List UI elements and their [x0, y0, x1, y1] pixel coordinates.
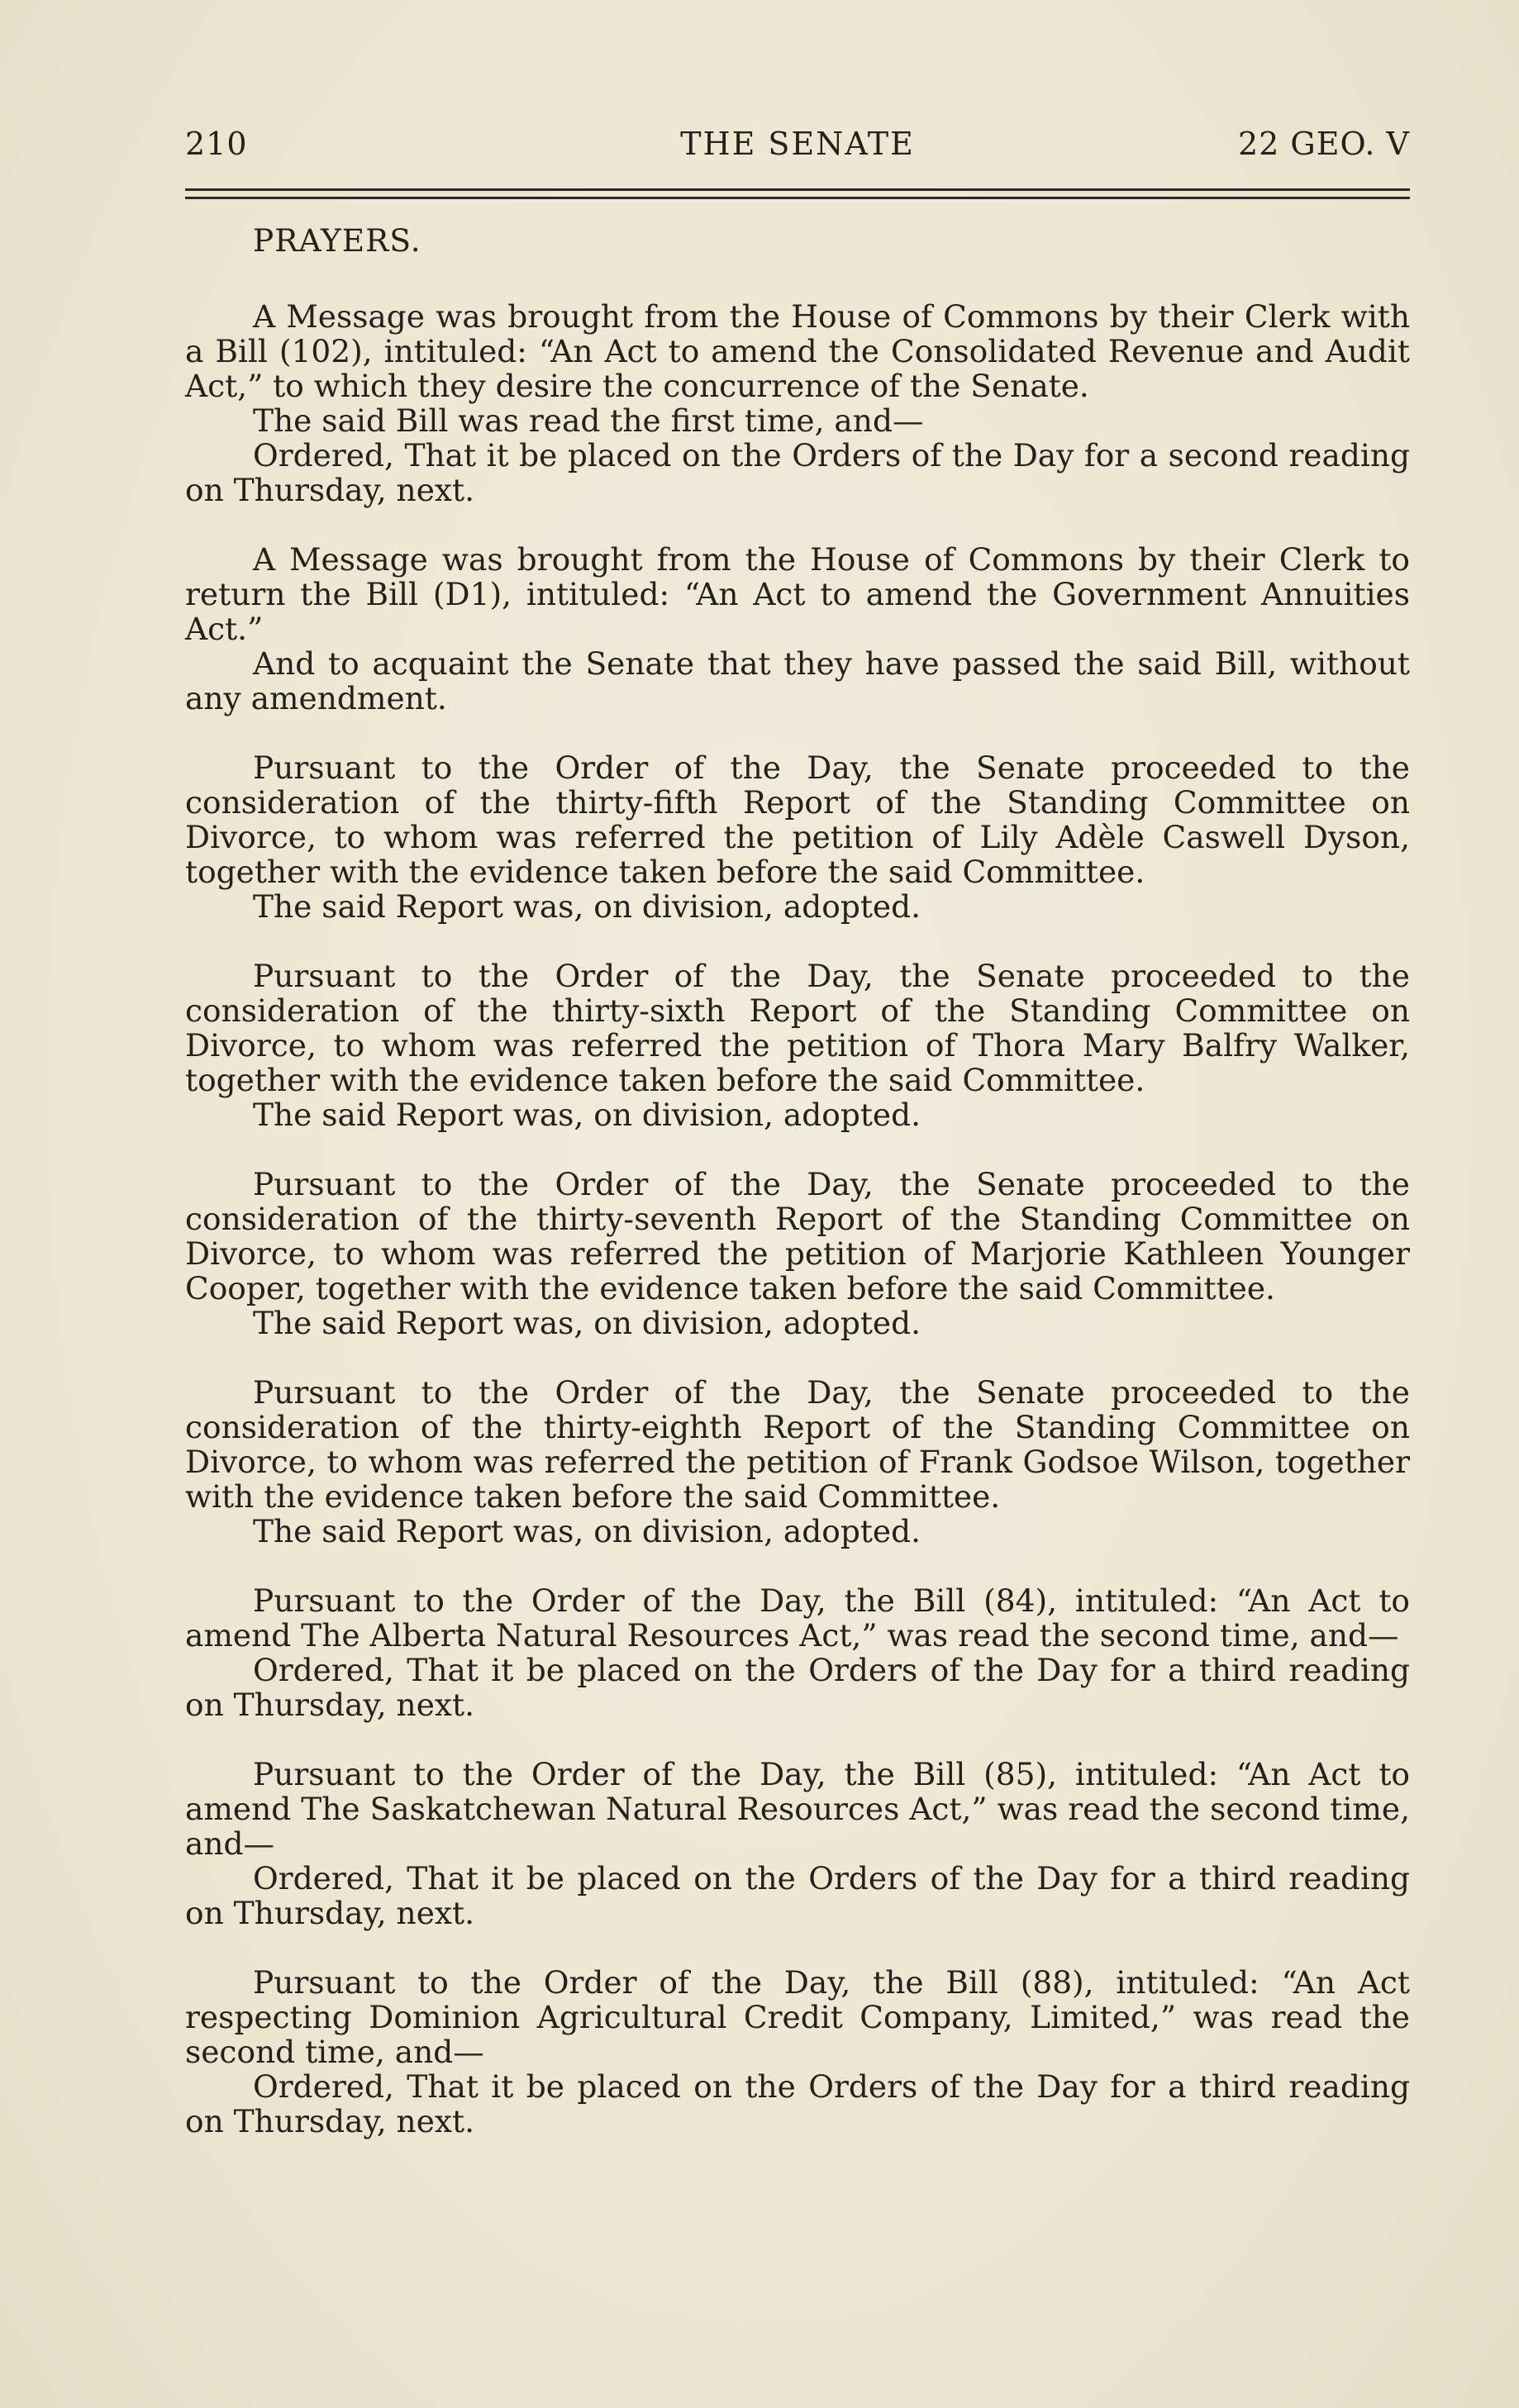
paragraph: Pursuant to the Order of the Day, the Senate proceeded to the consideration of the thirty-fifth Report of the Standing Committee on Divorce, to whom was referred the petition of Lily Adèle Caswell Dyson, together with the evidence taken before the said Committee.	[185, 750, 1410, 890]
paragraph: The said Report was, on division, adopted.	[253, 1097, 921, 1133]
paragraph: The said Report was, on division, adopted.	[253, 1513, 921, 1549]
paragraph: The said Bill was read the first time, and—	[253, 402, 924, 439]
page-number: 210	[185, 126, 248, 162]
section-report-36	[185, 959, 1410, 1132]
paragraph: A Message was brought from the House of Commons by their Clerk with a Bill (102), intituled: “An Act to amend the Consolidated Revenue and Audit Act,” to which they desire the concurrence of the Senate.	[185, 298, 1410, 404]
paragraph: The said Report was, on division, adopted.	[253, 1305, 921, 1341]
section-message-bill-d1	[185, 542, 1410, 716]
header-rule-bottom	[185, 197, 1410, 199]
running-title: THE SENATE	[680, 126, 915, 162]
paragraph: Ordered, That it be placed on the Orders of the Day for a second reading on Thursday, next.	[185, 437, 1410, 508]
section-bill-85	[185, 1757, 1410, 1930]
regnal-year: 22 GEO. V	[1237, 126, 1410, 162]
paragraph: Pursuant to the Order of the Day, the Bill (88), intituled: “An Act respecting Dominion Agricultural Credit Company, Limited,” was read the second time, and—	[185, 1964, 1410, 2070]
paragraph: And to acquaint the Senate that they have passed the said Bill, without any amendment.	[185, 645, 1410, 716]
paragraph: A Message was brought from the House of Commons by their Clerk to return the Bill (D1), intituled: “An Act to amend the Government Annuities Act.”	[185, 541, 1410, 647]
paragraph: Ordered, That it be placed on the Orders of the Day for a third reading on Thursday, next.	[185, 1860, 1410, 1931]
page-body	[185, 223, 1410, 2173]
section-report-37	[185, 1167, 1410, 1340]
paragraph: Pursuant to the Order of the Day, the Bill (85), intituled: “An Act to amend The Saskatchewan Natural Resources Act,” was read the second time, and—	[185, 1756, 1410, 1862]
paragraph: Pursuant to the Order of the Day, the Bill (84), intituled: “An Act to amend The Alberta Natural Resources Act,” was read the second time, and—	[185, 1582, 1410, 1654]
paragraph: Pursuant to the Order of the Day, the Senate proceeded to the consideration of the thirty-seventh Report of the Standing Committee on Divorce, to whom was referred the petition of Marjorie Kathleen Younger Cooper, together with the evidence taken before the said Committee.	[185, 1166, 1410, 1306]
prayers-heading: PRAYERS.	[253, 222, 421, 259]
section-bill-84	[185, 1583, 1410, 1722]
running-header	[185, 126, 1410, 167]
section-message-bill-102	[185, 299, 1410, 507]
header-rule-top	[185, 188, 1410, 191]
section-bill-88	[185, 1965, 1410, 2139]
paragraph: Pursuant to the Order of the Day, the Senate proceeded to the consideration of the thirty-sixth Report of the Standing Committee on Divorce, to whom was referred the petition of Thora Mary Balfry Walker, together with the evidence taken before the said Committee.	[185, 958, 1410, 1098]
paragraph: Ordered, That it be placed on the Orders of the Day for a third reading on Thursday, next.	[185, 2068, 1410, 2139]
paragraph: Pursuant to the Order of the Day, the Senate proceeded to the consideration of the thirty-eighth Report of the Standing Committee on Divorce, to whom was referred the petition of Frank Godsoe Wilson, together with the evidence taken before the said Committee.	[185, 1374, 1410, 1515]
paragraph: The said Report was, on division, adopted.	[253, 888, 921, 925]
section-report-35	[185, 750, 1410, 924]
paragraph: Ordered, That it be placed on the Orders of the Day for a third reading on Thursday, next.	[185, 1652, 1410, 1723]
section-report-38	[185, 1375, 1410, 1549]
